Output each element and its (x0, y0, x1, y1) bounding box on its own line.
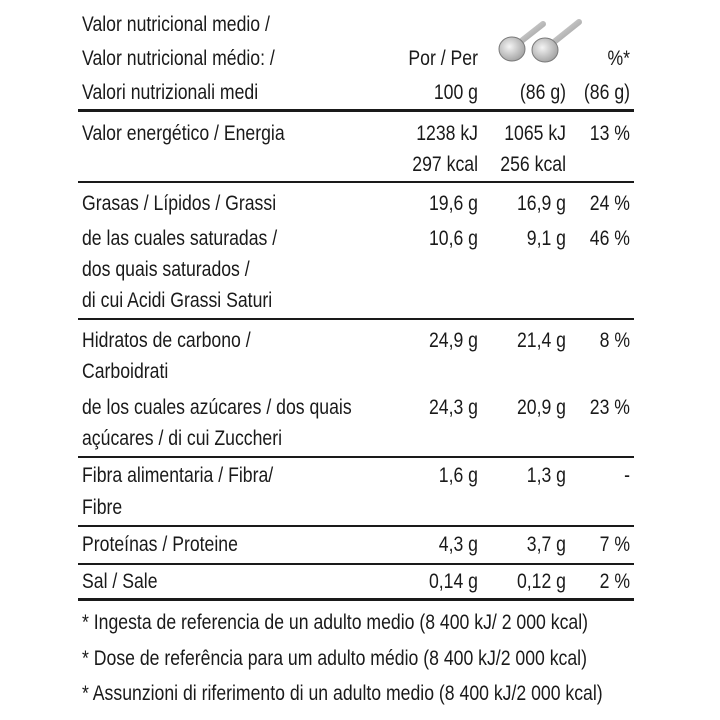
divider (78, 525, 634, 527)
row-sugars-per100: 24,3 g (428, 396, 478, 419)
row-protein-ri: 7 % (599, 533, 630, 556)
row-energy-per100-kj: 1238 kJ (416, 122, 478, 145)
row-saturates-label-line-1: de las cuales saturadas / (82, 227, 278, 250)
row-fibre-ri: - (624, 464, 630, 487)
divider (78, 109, 634, 112)
row-fibre-portion: 1,3 g (526, 464, 566, 487)
divider (78, 318, 634, 320)
row-salt-portion: 0,12 g (516, 570, 566, 593)
col-ri-unit: (86 g) (583, 81, 630, 104)
row-saturates-ri: 46 % (589, 227, 630, 250)
row-saturates-label-line-2: dos quais saturados / (82, 258, 250, 281)
header-title-line-1: Valor nutricional medio / (82, 13, 270, 36)
col-portion-unit: (86 g) (519, 81, 566, 104)
col-ri-header: %* (607, 47, 630, 70)
row-energy-portion-kj: 1065 kJ (504, 122, 566, 145)
row-salt-per100: 0,14 g (428, 570, 478, 593)
row-sugars-ri: 23 % (589, 396, 630, 419)
row-saturates-label-line-3: di cui Acidi Grassi Saturi (82, 289, 273, 312)
divider (78, 563, 634, 565)
row-sugars-label-line-2: açúcares / di cui Zuccheri (82, 427, 283, 450)
row-saturates-per100: 10,6 g (428, 227, 478, 250)
row-fat-ri: 24 % (589, 192, 630, 215)
divider (78, 456, 634, 458)
row-salt-label: Sal / Sale (82, 570, 158, 593)
footnote-it: * Assunzioni di riferimento di un adulto medio (8 400 kJ/2 000 kcal) (82, 682, 603, 705)
row-fat-portion: 16,9 g (516, 192, 566, 215)
row-fat-label: Grasas / Lípidos / Grassi (82, 192, 277, 215)
row-salt-ri: 2 % (599, 570, 630, 593)
row-energy-label: Valor energético / Energia (82, 122, 285, 145)
header-title-line-2: Valor nutricional médio: / (82, 47, 275, 70)
row-protein-per100: 4,3 g (438, 533, 478, 556)
row-saturates-portion: 9,1 g (526, 227, 566, 250)
two-spoons-icon (497, 16, 593, 68)
divider (78, 181, 634, 183)
col-per100-unit: 100 g (433, 81, 478, 104)
row-fibre-label-line-1: Fibra alimentaria / Fibra/ (82, 464, 274, 487)
row-carbs-label-line-1: Hidratos de carbono / (82, 329, 251, 352)
row-carbs-portion: 21,4 g (516, 329, 566, 352)
divider (78, 598, 634, 601)
row-fibre-per100: 1,6 g (438, 464, 478, 487)
row-energy-ri: 13 % (589, 122, 630, 145)
row-sugars-label-line-1: de los cuales azúcares / dos quais (82, 396, 352, 419)
header-title-line-3: Valori nutrizionali medi (82, 81, 259, 104)
row-carbs-ri: 8 % (599, 329, 630, 352)
footnote-pt: * Dose de referência para um adulto médio (8 400 kJ/2 000 kcal) (82, 647, 587, 670)
col-per100-header: Por / Per (408, 47, 478, 70)
row-carbs-label-line-2: Carboidrati (82, 360, 169, 383)
row-fibre-label-line-2: Fibre (82, 496, 123, 519)
row-sugars-portion: 20,9 g (516, 396, 566, 419)
row-fat-per100: 19,6 g (428, 192, 478, 215)
row-protein-portion: 3,7 g (526, 533, 566, 556)
row-energy-portion-kcal: 256 kcal (500, 153, 566, 176)
footnote-es: * Ingesta de referencia de un adulto medio (8 400 kJ/ 2 000 kcal) (82, 611, 589, 634)
row-energy-per100-kcal: 297 kcal (412, 153, 478, 176)
row-protein-label: Proteínas / Proteine (82, 533, 238, 556)
row-carbs-per100: 24,9 g (428, 329, 478, 352)
